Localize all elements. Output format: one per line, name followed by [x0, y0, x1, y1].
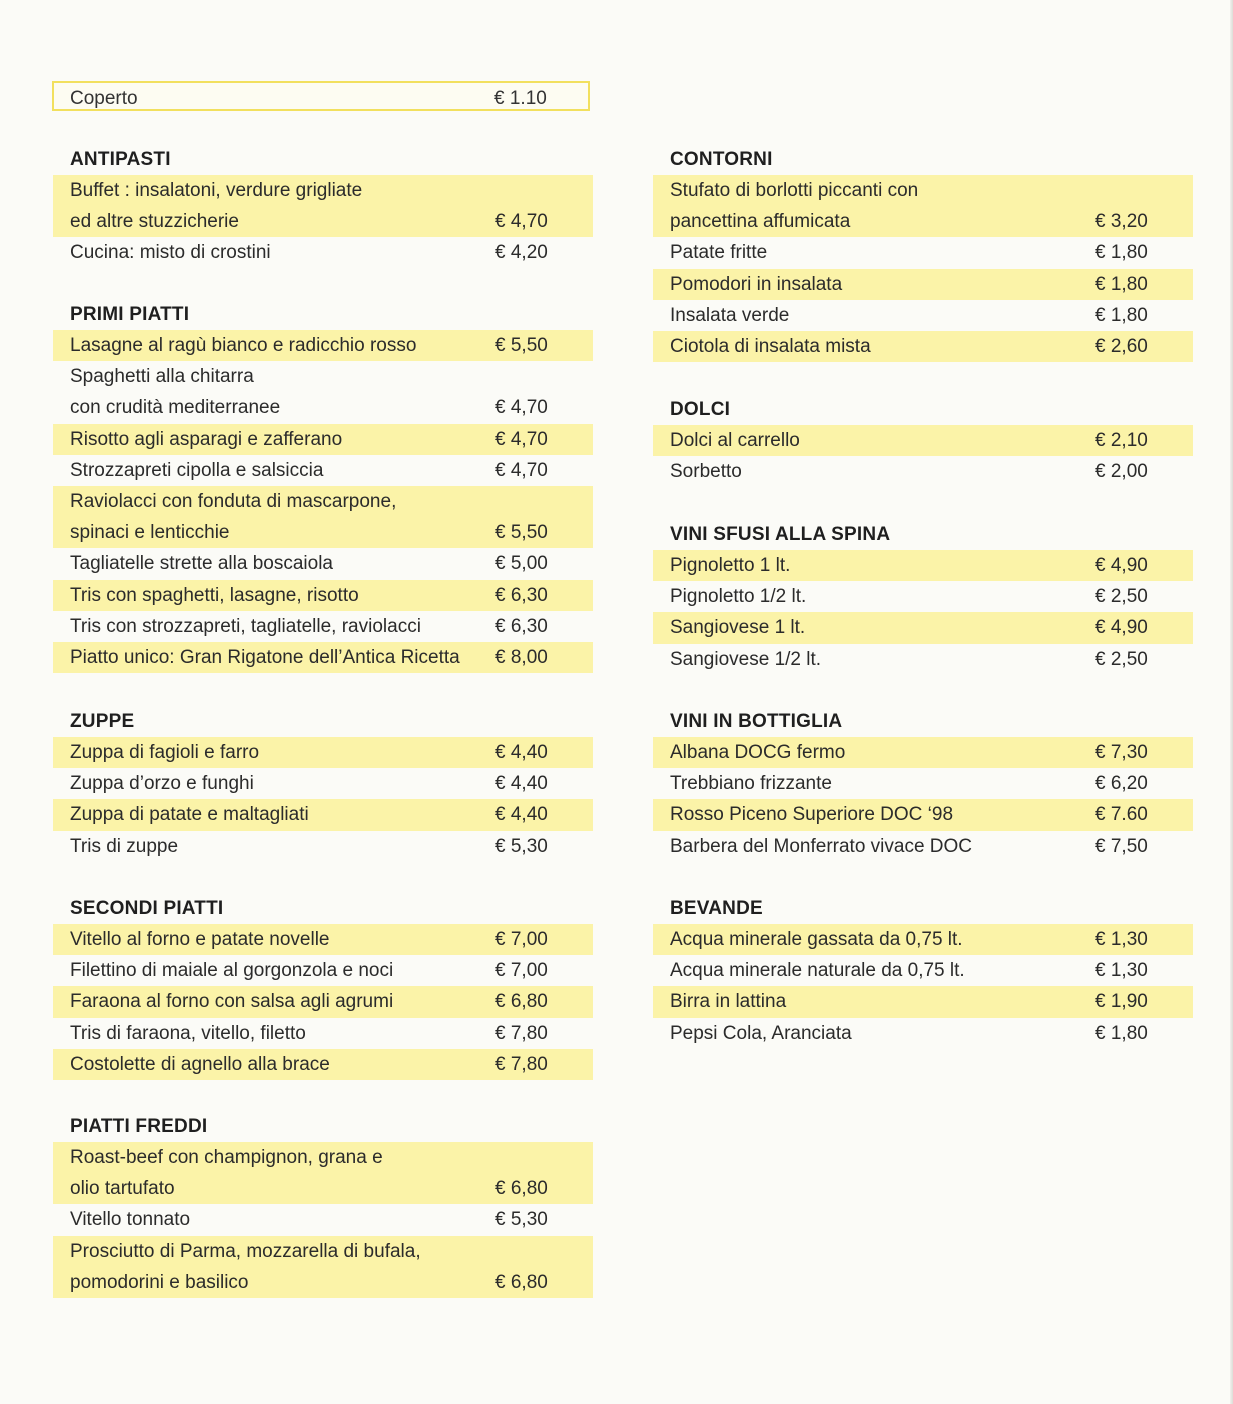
section-title: DOLCI: [670, 399, 731, 420]
menu-item-price: € 4,70: [495, 459, 548, 481]
section-antipasti: [53, 144, 593, 269]
menu-item-name: Albana DOCG fermo: [670, 742, 846, 763]
section-title: PRIMI PIATTI: [70, 304, 190, 325]
menu-item: [653, 799, 1193, 830]
menu-item-name: Tris di zuppe: [70, 835, 179, 857]
menu-item: [653, 831, 1193, 862]
coperto-price: € 1.10: [494, 88, 547, 109]
menu-item: [53, 1049, 593, 1080]
menu-item: [653, 581, 1193, 612]
menu-item-name: con crudità mediterranee: [70, 397, 281, 419]
menu-item-name: Sangiovese 1/2 lt.: [670, 648, 822, 670]
menu-item-name: Buffet : insalatoni, verdure grigliate: [70, 180, 363, 201]
menu-item-name: Lasagne al ragù bianco e radicchio rosso: [70, 335, 417, 356]
menu-item-name: Tagliatelle strette alla boscaiola: [70, 553, 333, 575]
menu-item-price: € 7,80: [495, 1022, 548, 1044]
menu-item: [53, 986, 593, 1017]
menu-item-price: € 4,20: [495, 242, 548, 264]
menu-item: [53, 642, 593, 673]
menu-item-name: Spaghetti alla chitarra: [70, 366, 254, 388]
menu-item-name: Tris con spaghetti, lasagne, risotto: [70, 584, 359, 606]
menu-item: [653, 644, 1193, 675]
coperto-label: Coperto: [70, 88, 138, 109]
menu-item-price: € 4,70: [495, 397, 548, 419]
menu-item-price: € 6,20: [1095, 773, 1148, 795]
menu-item-name: Tris con strozzapreti, tagliatelle, raviolacci: [70, 615, 421, 637]
menu-item-price: € 7.60: [1095, 804, 1148, 826]
menu-item-name: Sangiovese 1 lt.: [670, 617, 806, 639]
menu-item: [53, 486, 593, 548]
menu-item-name: Ciotola di insalata mista: [670, 335, 871, 357]
menu-item-price: € 3,20: [1095, 211, 1148, 233]
menu-item: [53, 737, 593, 768]
menu-item: [653, 425, 1193, 456]
menu-item-price: € 4,90: [1095, 555, 1148, 576]
menu-item: [53, 361, 593, 423]
menu-item: [653, 331, 1193, 362]
menu-item-price: € 1,80: [1095, 304, 1148, 326]
menu-item-name: Dolci al carrello: [670, 430, 800, 451]
menu-item-price: € 1,30: [1095, 929, 1148, 950]
menu-item-price: € 4,90: [1095, 617, 1148, 639]
menu-item-name: Costolette di agnello alla brace: [70, 1053, 330, 1075]
menu-item: [653, 986, 1193, 1017]
menu-item: [653, 768, 1193, 799]
section-vini-in-bottiglia: [653, 706, 1193, 862]
menu-item-price: € 7,80: [495, 1053, 548, 1075]
menu-item-name: Barbera del Monferrato vivace DOC: [670, 835, 973, 857]
menu-item: [653, 612, 1193, 643]
menu-item: [653, 300, 1193, 331]
menu-item-price: € 6,80: [495, 1271, 548, 1293]
menu-item-name: Raviolacci con fonduta di mascarpone,: [70, 490, 397, 512]
menu-item-price: € 4,70: [495, 428, 548, 450]
menu-item-price: € 1,80: [1095, 273, 1148, 295]
menu-item-name: Risotto agli asparagi e zafferano: [70, 428, 343, 450]
menu-item: [53, 1142, 593, 1204]
menu-item-name: Pepsi Cola, Aranciata: [670, 1022, 852, 1044]
menu-item-price: € 4,40: [495, 804, 548, 826]
menu-item: [53, 580, 593, 611]
menu-item-name: Vitello tonnato: [70, 1209, 191, 1231]
menu-item-name: pancettina affumicata: [670, 211, 851, 233]
section-title: PIATTI FREDDI: [70, 1116, 208, 1137]
section-title: ZUPPE: [70, 711, 135, 732]
section-piatti-freddi: [53, 1111, 593, 1298]
menu-item-price: € 5,00: [495, 553, 548, 575]
menu-item-name: Piatto unico: Gran Rigatone dell’Antica Ricetta: [70, 646, 460, 668]
menu-item-name: Tris di faraona, vitello, filetto: [70, 1022, 306, 1044]
menu-item: [53, 1018, 593, 1049]
coperto-box: [52, 81, 590, 111]
menu-item-price: € 2,10: [1095, 430, 1148, 451]
menu-item: [53, 611, 593, 642]
menu-item-name: Stufato di borlotti piccanti con: [670, 180, 919, 201]
menu-item: [653, 269, 1193, 300]
menu-item-price: € 4,40: [495, 742, 548, 763]
menu-item-price: € 2,50: [1095, 648, 1148, 670]
menu-item: [53, 330, 593, 361]
menu-item: [53, 924, 593, 955]
menu-item-price: € 7,00: [495, 929, 548, 950]
menu-item: [53, 955, 593, 986]
section-contorni: [653, 144, 1193, 362]
menu-item-name: Pomodori in insalata: [670, 273, 843, 295]
section-title: VINI IN BOTTIGLIA: [670, 711, 843, 732]
menu-item-name: Vitello al forno e patate novelle: [70, 929, 330, 950]
menu-item: [653, 456, 1193, 487]
menu-item-price: € 2,60: [1095, 335, 1148, 357]
menu-item-name: Insalata verde: [670, 304, 790, 326]
menu-item-name: Patate fritte: [670, 242, 768, 264]
menu-item-price: € 6,30: [495, 615, 548, 637]
menu-item-name: Faraona al forno con salsa agli agrumi: [70, 991, 394, 1013]
section-zuppe: [53, 706, 593, 862]
menu-item: [653, 237, 1193, 268]
menu-item-price: € 6,30: [495, 584, 548, 606]
menu-item-name: olio tartufato: [70, 1178, 175, 1200]
menu-item: [653, 175, 1193, 237]
menu-item-name: Pignoletto 1/2 lt.: [670, 586, 807, 608]
menu-item-name: Birra in lattina: [670, 991, 787, 1013]
section-title: ANTIPASTI: [70, 149, 171, 170]
menu-item-name: Strozzapreti cipolla e salsiccia: [70, 459, 324, 481]
section-vini-sfusi-alla-spina: [653, 519, 1193, 675]
menu-item-name: ed altre stuzzicherie: [70, 211, 239, 233]
menu-item-name: Roast-beef con champignon, grana e: [70, 1147, 383, 1168]
menu-item-name: Prosciutto di Parma, mozzarella di bufala,: [70, 1240, 421, 1262]
menu-item: [53, 1236, 593, 1298]
section-title: BEVANDE: [670, 898, 763, 919]
section-primi-piatti: [53, 299, 593, 673]
menu-item-price: € 1,80: [1095, 242, 1148, 264]
menu-item-name: Zuppa di fagioli e farro: [70, 742, 260, 763]
menu-item: [653, 955, 1193, 986]
menu-item-price: € 7,00: [495, 960, 548, 982]
section-dolci: [653, 394, 1193, 487]
menu-item-name: Zuppa di patate e maltagliati: [70, 804, 309, 826]
menu-item-price: € 1,90: [1095, 991, 1148, 1013]
menu-item-price: € 5,30: [495, 1209, 548, 1231]
menu-item: [653, 550, 1193, 581]
menu-item: [653, 1018, 1193, 1049]
menu-item-name: Trebbiano frizzante: [670, 773, 832, 795]
menu-item-name: Acqua minerale naturale da 0,75 lt.: [670, 960, 965, 982]
menu-item-price: € 1,30: [1095, 960, 1148, 982]
menu-item: [53, 455, 593, 486]
menu-item-name: spinaci e lenticchie: [70, 522, 230, 544]
menu-item-price: € 1,80: [1095, 1022, 1148, 1044]
menu-item-name: Rosso Piceno Superiore DOC ‘98: [670, 804, 954, 826]
menu-item-name: Zuppa d’orzo e funghi: [70, 773, 254, 795]
menu-item-price: € 2,50: [1095, 586, 1148, 608]
menu-item-name: Acqua minerale gassata da 0,75 lt.: [670, 929, 963, 950]
menu-item-name: Filettino di maiale al gorgonzola e noci: [70, 960, 394, 982]
menu-item-price: € 7,30: [1095, 742, 1148, 763]
menu-item-price: € 7,50: [1095, 835, 1148, 857]
menu-item: [653, 737, 1193, 768]
menu-item-price: € 2,00: [1095, 461, 1148, 483]
section-bevande: [653, 893, 1193, 1049]
menu-item-price: € 5,50: [495, 335, 548, 356]
menu-item-name: Cucina: misto di crostini: [70, 242, 271, 264]
menu-item: [53, 1204, 593, 1235]
menu-item: [53, 768, 593, 799]
menu-item-name: pomodorini e basilico: [70, 1271, 249, 1293]
section-title: VINI SFUSI ALLA SPINA: [670, 524, 891, 545]
menu-item-price: € 5,50: [495, 522, 548, 544]
menu-item-price: € 4,40: [495, 773, 548, 795]
menu-item-name: Sorbetto: [670, 461, 742, 483]
menu-item-name: Pignoletto 1 lt.: [670, 555, 791, 576]
menu-item-price: € 4,70: [495, 211, 548, 233]
menu-item: [53, 548, 593, 579]
menu-item-price: € 5,30: [495, 835, 548, 857]
section-title: CONTORNI: [670, 149, 773, 170]
menu-item: [53, 175, 593, 237]
menu-item: [653, 924, 1193, 955]
menu-item: [53, 831, 593, 862]
menu-item-price: € 6,80: [495, 1178, 548, 1200]
section-title: SECONDI PIATTI: [70, 898, 224, 919]
menu-item-price: € 6,80: [495, 991, 548, 1013]
menu-item: [53, 237, 593, 268]
section-secondi-piatti: [53, 893, 593, 1080]
menu-item: [53, 424, 593, 455]
menu-item-price: € 8,00: [495, 646, 548, 668]
menu-item: [53, 799, 593, 830]
